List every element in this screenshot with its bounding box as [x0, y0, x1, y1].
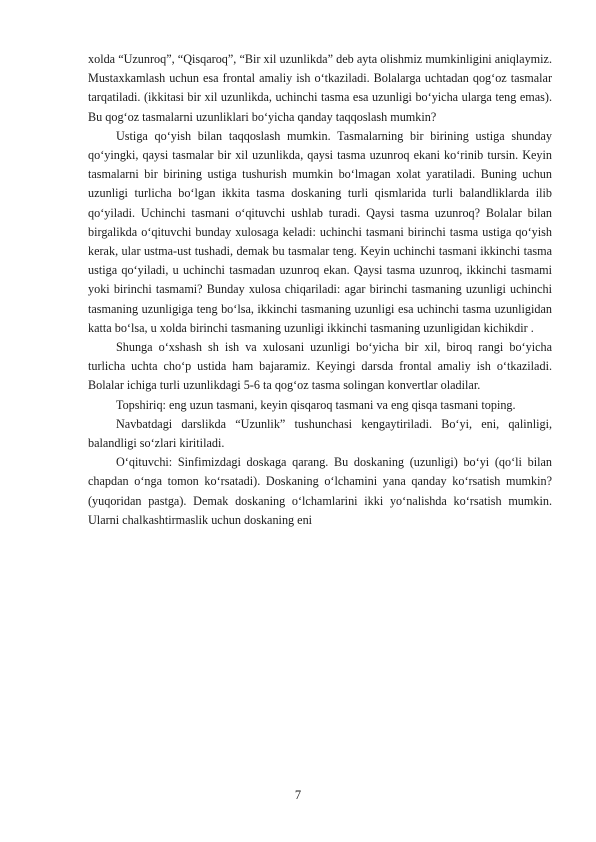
- page-number: 7: [294, 788, 302, 802]
- paragraph-task: Topshiriq: eng uzun tasmani, keyin qisqaroq tasmani va eng qisqa tasmani toping.: [116, 397, 516, 412]
- paragraph-next-lesson: Navbatdagi darslikda “Uzunlik” tushunchasi kengaytiriladi. Bo‘yi, eni, qalinligi, balandligi so‘zlari kiritiladi.: [88, 416, 552, 451]
- paragraph-continuation: xolda “Uzunroq”, “Qisqaroq”, “Bir xil uzunlikda” deb ayta olishmiz mumkinligini aniqlaymiz. Mustaxkamlash uchun esa frontal amaliy ish o‘tkaziladi. Bolalarga uchtadan qog‘oz tasmalar tarqatiladi. (ikkitasi bir xil uzunlikda, uchinchi tasma esa uzunligi bo‘yicha ularga teng emas). Bu qog‘oz tasmalarni uzunliklari bo‘yicha qanday taqqoslash mumkin?: [88, 52, 552, 124]
- body-text: [88, 50, 552, 530]
- paragraph-overlay-comparison: Ustiga qo‘yish bilan taqqoslash mumkin. Tasmalarning bir birining ustiga shunday qo‘yingki, qaysi tasmalar bir xil uzunlikda, qaysi tasma uzunroq ekani ko‘rinib tursin. Keyin tasmalarni bir birining ustiga tushurish mumkin bo‘lmagan xolat yaratiladi. Buning uchun uzunligi turlicha bo‘lgan ikkita tasma doskaning turli qismlarida turli balandliklarda ilib qo‘yiladi. Uchinchi tasmani o‘qituvchi ushlab turadi. Qaysi tasma uzunroq? Bolalar bilan birgalikda o‘qituvchi bunday xulosaga keladi: uchinchi tasmani birinchi tasma ustiga qo‘yish kerak, ular ustma-ust tushadi, demak bu tasmalar teng. Keyin uchinchi tasmani ikkinchi tasma ustiga qo‘yiladi, u uchinchi tasmadan uzunroq ekan. Qaysi tasma uzunroq, ikkinchi tasmami yoki birinchi tasmami? Bunday xulosa chiqariladi: agar birinchi tasmaning uzunligi uchinchi tasmaning uzunligiga teng bo‘lsa, ikkinchi tasmaning uzunligi esa uchinchi tasma uzunligidan katta bo‘lsa, u xolda birinchi tasmaning uzunligi ikkinchi tasmaning uzunligidan kichikdir .: [88, 128, 552, 335]
- paragraph-teacher: O‘qituvchi: Sinfimizdagi doskaga qarang. Bu doskaning (uzunligi) bo‘yi (qo‘li bilan chapdan o‘nga tomon ko‘rsatadi). Doskaning o‘lchamini yana qanday ko‘rsatish mumkin? (yuqoridan pastga). Demak doskaning o‘lchamlarini ikki yo‘nalishda ko‘rsatish mumkin. Ularni chalkashtirmaslik uchun doskaning eni: [88, 455, 552, 527]
- paragraph-similar-work: Shunga o‘xshash sh ish va xulosani uzunligi bo‘yicha bir xil, biroq rangi bo‘yicha turlicha uchta cho‘p ustida ham bajaramiz. Keyingi darsda frontal amaliy ish o‘tkaziladi. Bolalar ichiga turli uzunlikdagi 5-6 ta qog‘oz tasma solingan konvertlar oladilar.: [88, 340, 552, 393]
